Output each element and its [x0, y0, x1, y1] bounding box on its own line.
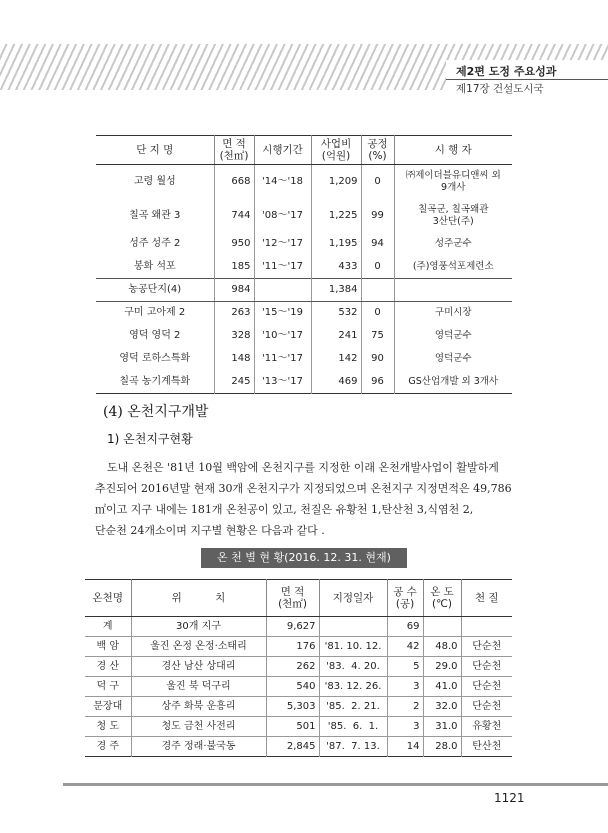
hot-spring-table [85, 579, 512, 757]
table-row: 고령 월성 668 '14～'18 1,209 0 ㈜제이더블유디앤씨 외 9개사 [96, 165, 512, 199]
table-row: 성주 성주 2 950 '12～'17 1,195 94 성주군수 [96, 233, 512, 256]
table-row: 영덕 영덕 2 328 '10～'17 241 75 영덕군수 [96, 325, 512, 348]
header-chapter: 제17장 건설도시국 [456, 83, 544, 95]
table2-header-location: 위 치 [131, 580, 266, 617]
section-title: (4) 온천지구개발 [103, 404, 209, 420]
paragraph-line: 단순천 24개소이며 지구별 현황은 다음과 같다 . [95, 524, 325, 537]
paragraph-line: 도내 온천은 '81년 10월 백암에 온천지구를 지정한 이래 온천개발사업이 활발하게 [107, 461, 499, 474]
table2-header-wells: 공 수 (공) [387, 580, 423, 617]
table-row-total: 계 30개 지구 9,627 69 [85, 617, 512, 637]
table1-header-progress: 공정 (%) [361, 136, 394, 165]
footer-rule [63, 783, 608, 786]
table1-header-cost: 사업비 (억원) [311, 136, 361, 165]
table-row: 칠곡 농기계특화 245 '13～'17 469 96 GS산업개발 외 3개사 [96, 371, 512, 394]
paragraph-line: 추진되어 2016년말 현재 30개 온천지구가 지정되었으며 온천지구 지정면적은 49,786 [95, 482, 512, 495]
subsection-title: 1) 온천지구현황 [107, 432, 193, 446]
body-paragraph [95, 457, 522, 541]
table-row-subtotal: 농공단지(4) 984 1,384 [96, 279, 512, 302]
table2-header-name: 온천명 [85, 580, 131, 617]
table1-header-row [96, 136, 512, 165]
table-row: 경 주 경주 정래·불국동 2,845 '87. 7. 13. 14 28.0 탄산천 [85, 737, 512, 757]
table1-header-period: 시행기간 [254, 136, 311, 165]
table2-header-temperature: 온 도 (℃) [423, 580, 461, 617]
header-rule [446, 79, 608, 80]
table-row: 청 도 청도 금천 사전리 501 '85. 6. 1. 3 31.0 유황천 [85, 717, 512, 737]
industrial-complex-table [96, 135, 512, 394]
table-row: 문장대 상주 화북 운흥리 5,303 '85. 2. 21. 2 32.0 단순천 [85, 697, 512, 717]
page-number: 1121 [494, 791, 525, 805]
table-row: 봉화 석포 185 '11～'17 433 0 (주)영풍석포제련소 [96, 256, 512, 279]
running-header [446, 60, 608, 112]
table-row: 칠곡 왜관 3 744 '08～'17 1,225 99 칠곡군, 칠곡왜관 3산단(주) [96, 199, 512, 233]
table2-header-date: 지정일자 [319, 580, 387, 617]
table2-header-quality: 천 질 [461, 580, 512, 617]
table-row: 경 산 경산 남산 상대리 262 '83. 4. 20. 5 29.0 단순천 [85, 657, 512, 677]
paragraph-line: ㎡이고 지구 내에는 181개 온천공이 있고, 천질은 유황천 1,탄산천 3,식염천 2, [95, 503, 474, 516]
table-row: 영덕 로하스특화 148 '11～'17 142 90 영덕군수 [96, 348, 512, 371]
table-caption: 온 천 별 현 황(2016. 12. 31. 현재) [201, 548, 407, 568]
table1-header-name: 단 지 명 [96, 136, 214, 165]
table2-header-row [85, 580, 512, 617]
table2-header-area: 면 적 (천㎡) [266, 580, 319, 617]
table1-header-area: 면 적 (천㎡) [214, 136, 254, 165]
table-row: 백 암 울진 온정 온정·소태리 176 '81. 10. 12. 42 48.0 단순천 [85, 637, 512, 657]
header-part: 제2편 도정 주요성과 [456, 65, 557, 78]
table-row: 구미 고아제 2 263 '15～'19 532 0 구미시장 [96, 302, 512, 325]
table-row: 덕 구 울진 북 덕구리 540 '83. 12. 26. 3 41.0 단순천 [85, 677, 512, 697]
table1-header-operator: 시 행 자 [394, 136, 512, 165]
